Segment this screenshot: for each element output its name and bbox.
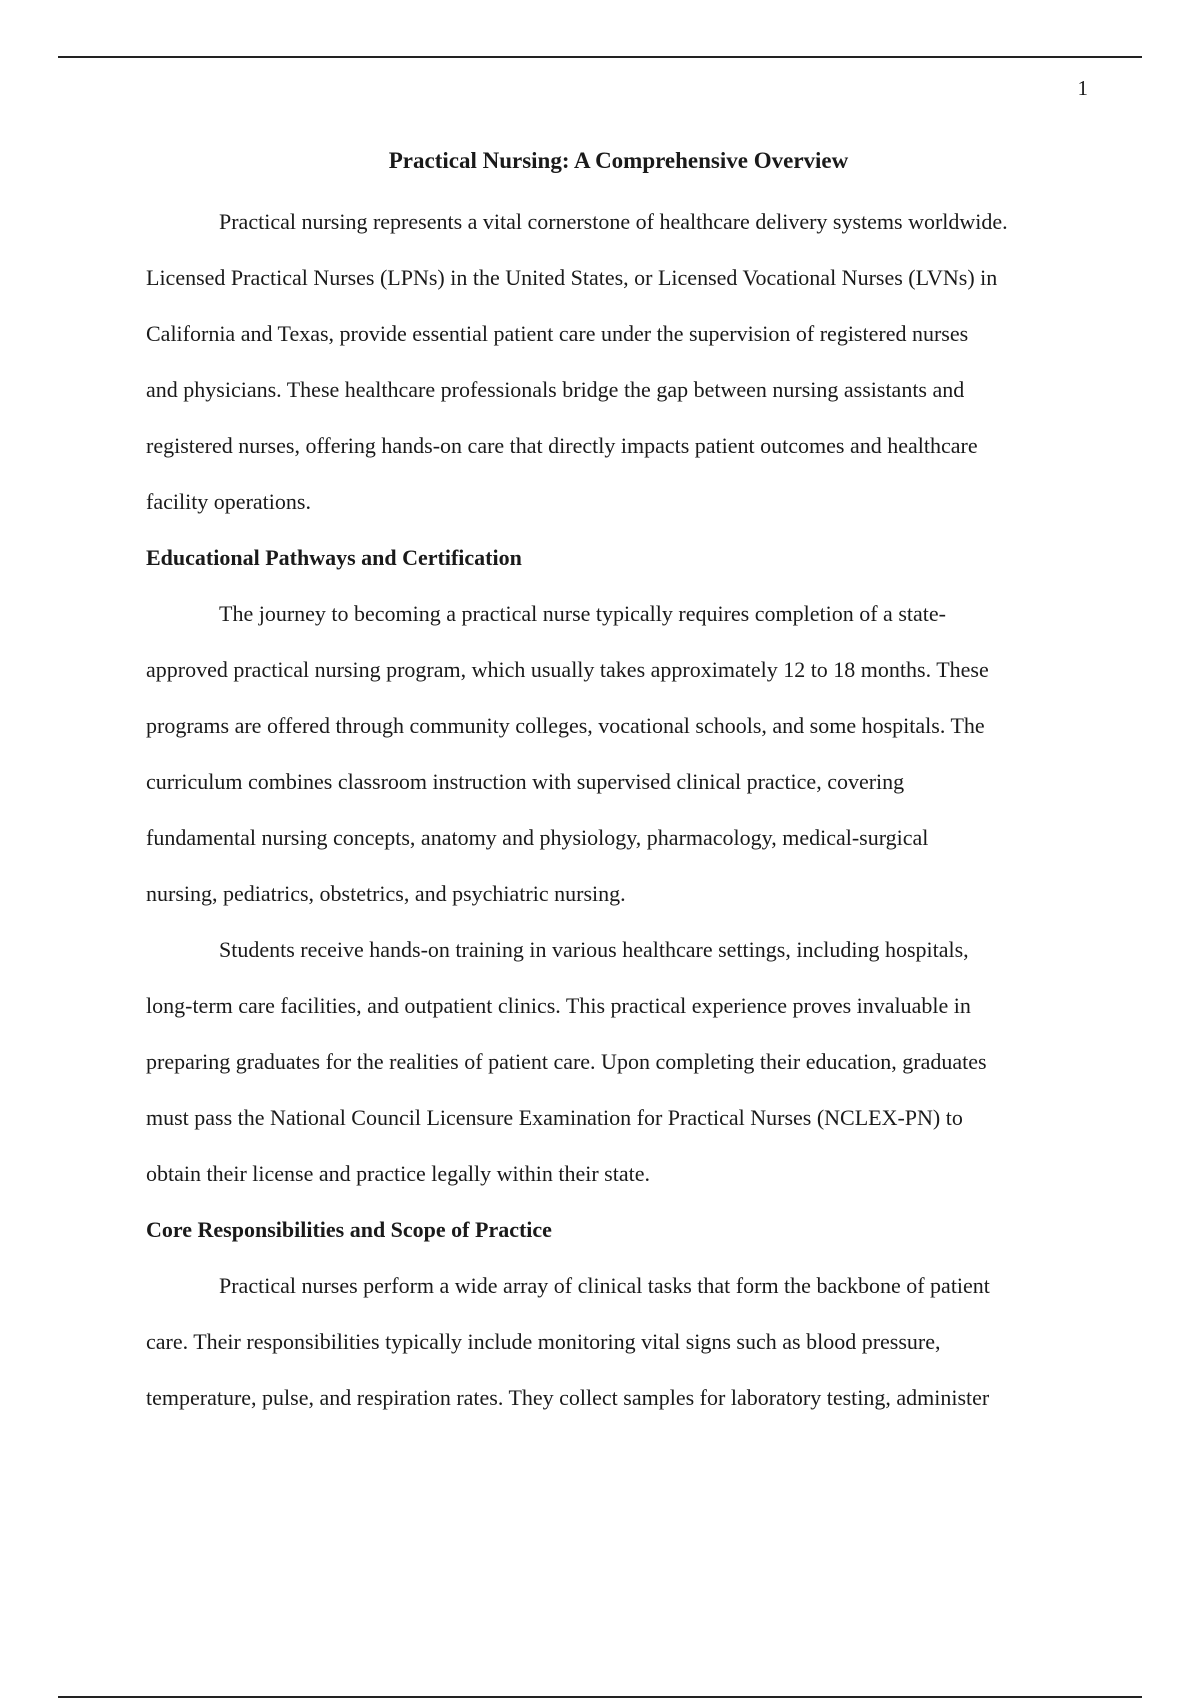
intro-paragraph: [146, 194, 1091, 530]
paragraph-line: Practical nurses perform a wide array of clinical tasks that form the backbone of patient: [219, 1273, 990, 1298]
paragraph-line: facility operations.: [146, 489, 311, 514]
paragraph-line: obtain their license and practice legally within their state.: [146, 1161, 650, 1186]
header-rule: [58, 56, 1142, 58]
paragraph-line: registered nurses, offering hands-on care that directly impacts patient outcomes and healthcare: [146, 433, 978, 458]
responsibilities-paragraph-1: [146, 1258, 1091, 1426]
education-paragraph-2: [146, 922, 1091, 1202]
paragraph-line: nursing, pediatrics, obstetrics, and psychiatric nursing.: [146, 881, 626, 906]
paragraph-line: Licensed Practical Nurses (LPNs) in the United States, or Licensed Vocational Nurses (LVNs) in: [146, 265, 998, 290]
paragraph-line: fundamental nursing concepts, anatomy and physiology, pharmacology, medical-surgical: [146, 825, 929, 850]
paragraph-line: care. Their responsibilities typically include monitoring vital signs such as blood pressure,: [146, 1329, 941, 1354]
paragraph-line: curriculum combines classroom instruction with supervised clinical practice, covering: [146, 769, 905, 794]
footer-rule: [58, 1696, 1142, 1698]
paragraph-line: programs are offered through community colleges, vocational schools, and some hospitals. The: [146, 713, 985, 738]
paragraph-line: temperature, pulse, and respiration rates. They collect samples for laboratory testing, administer: [146, 1385, 990, 1410]
education-paragraph-1: [146, 586, 1091, 922]
paragraph-line: Students receive hands-on training in various healthcare settings, including hospitals,: [219, 937, 969, 962]
document-title: Practical Nursing: A Comprehensive Overview: [388, 148, 849, 173]
paragraph-line: California and Texas, provide essential patient care under the supervision of registered nurses: [146, 321, 969, 346]
paragraph-line: and physicians. These healthcare professionals bridge the gap between nursing assistants and: [146, 377, 965, 402]
section-heading-education: Educational Pathways and Certification: [146, 545, 522, 570]
paragraph-line: Practical nursing represents a vital cornerstone of healthcare delivery systems worldwide.: [219, 209, 1008, 234]
paragraph-line: The journey to becoming a practical nurse typically requires completion of a state-: [219, 601, 946, 626]
page-number: 1: [1077, 76, 1088, 100]
paragraph-line: long-term care facilities, and outpatient clinics. This practical experience proves invaluable in: [146, 993, 971, 1018]
paragraph-line: must pass the National Council Licensure Examination for Practical Nurses (NCLEX-PN) to: [146, 1105, 963, 1130]
paragraph-line: preparing graduates for the realities of patient care. Upon completing their education, graduates: [146, 1049, 987, 1074]
document-body: [146, 144, 1091, 1426]
paragraph-line: approved practical nursing program, which usually takes approximately 12 to 18 months. These: [146, 657, 989, 682]
section-heading-responsibilities: Core Responsibilities and Scope of Practice: [146, 1217, 552, 1242]
